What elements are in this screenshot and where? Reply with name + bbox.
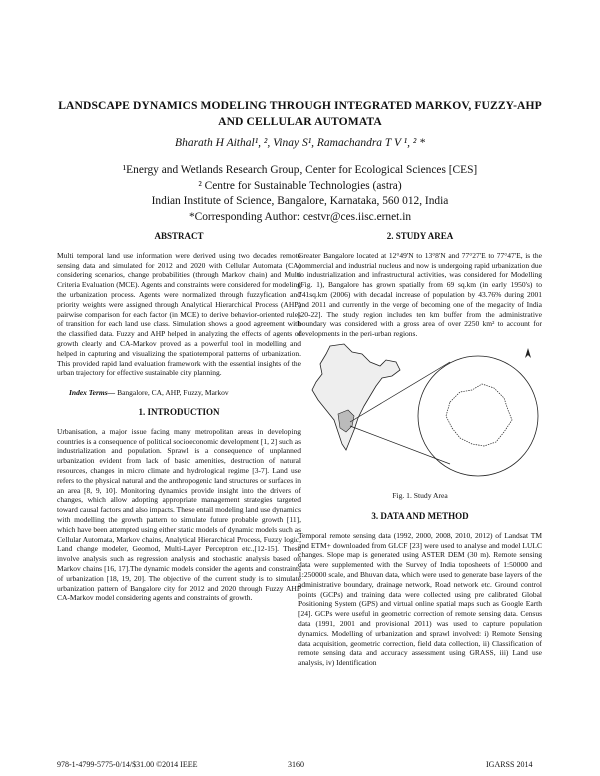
introduction-heading: 1. INTRODUCTION (138, 406, 220, 417)
bangalore-boundary (446, 384, 512, 446)
abstract-heading: ABSTRACT (154, 231, 204, 241)
north-arrow (525, 348, 531, 358)
paper-title (40, 98, 560, 130)
title-line-1: LANDSCAPE DYNAMICS MODELING THROUGH INTEGRATED MARKOV, FUZZY-AHP (58, 99, 542, 112)
data-method-heading: 3. DATA AND METHOD (371, 511, 469, 521)
study-area-map (300, 340, 540, 485)
affiliation-1: ¹Energy and Wetlands Research Group, Center for Ecological Sciences [CES] (122, 164, 478, 176)
right-column (298, 232, 542, 339)
footer-page-number: 3160 (288, 760, 304, 769)
data-method-text: Temporal remote sensing data (1992, 2000, 2008, 2010, 2012) of Landsat TM and ETM+ downloaded from GLCF [23] were used to analyse and model LULC changes. Slope map is generated using ASTER DEM (30 m). Remote sensing data were supplemented with the Survey of India toposheets of 1:50000 and 1:250000 scale, and Bhuvan data, which were used to generate base layers of the administrative boundary, drainage network, Road network etc. Ground control points (GCPs) and training data were collected using pre calibrated Global Positioning System (GPS) and virtual online spatial maps such as Google Earth [24]. GCPs were useful in geometric correction of remote sensing data. Census data (1991, 2001 and provisional 2011) was used to capture population dynamics. Modelling of urbanization and sprawl involved: i) Remote Sensing data acquisition, geometric correction, field data collection, ii) Classification of remote sensing data and accuracy assessment using GRASS, iii) Land use analysis, iv) Identification (298, 530, 542, 668)
footer-copyright: 978-1-4799-5775-0/14/$31.00 ©2014 IEEE (57, 760, 198, 769)
study-area-heading: 2. STUDY AREA (386, 231, 454, 241)
index-terms-label: Index Terms— (69, 388, 116, 398)
figure-caption: Fig. 1. Study Area (392, 491, 448, 500)
abstract-text: Multi temporal land use information were derived using two decades remote sensing data and simulated for 2012 and 2020 with Cellular Automata (CA) considering scenarios, change probabilities (through Markov chain) and Multi Criteria Evaluation (MCE). Agents and constraints were considered for modeling the urbanization process. Agents were normalized through fuzzyfication and priority weights were assigned through Analytical Hierarchical Process (AHP) pairwise comparison for each factor (in MCE) to derive behavior-oriented rules of transition for each land use class. Simulation shows a good agreement with the classified data. Fuzzy and AHP helped in analyzing the effects of agents of growth clearly and CA-Markov proved as a powerful tool in modelling and helped in capturing and visualizing the spatiotemporal patterns of urbanization. This provided rapid land evaluation framework with the essential insights of the urban trajectory for effective sustainable city planning. (57, 250, 301, 378)
index-terms (57, 388, 301, 398)
authors: Bharath H Aithal¹, ², Vinay S¹, Ramachandra T V ¹, ² * (175, 137, 425, 149)
buffer-circle (418, 356, 538, 476)
affiliation-2: ² Centre for Sustainable Technologies (astra) (198, 179, 402, 192)
data-method-section (298, 512, 542, 668)
introduction-text: Urbanisation, a major issue facing many metropolitan areas in developing countries is a consequence of political socioeconomic development [1, 2] such as industrialization and population. Sprawl is a consequence of unplanned urbanization evident from lack of basic amenities, destruction of natural resources, changes in micro climate and hydrological regime [3-7]. Land use refers to the physical natural and the anthropogenic land structures or surfaces in an area [8, 9, 10]. Monitoring dynamics provide insight into the drivers of changes, which allow adopting appropriate management strategies targeted toward causal factors and also impacts. These entail modeling land use dynamics with modelling the growth pattern to simulate future probable growth [11], which have been attempted using either static models of dynamic models such as Cellular Automata, Markov chains, Analytical Hierarchical Process, Fuzzy logic, Land change modeler, Geomod, Multi-Layer Perceptron etc.,[12-15]. These involve analysis such as regression analysis and stochastic analysis based on Markov chains [16, 17].The dynamic models consider the agents and constraints of urbanization [18, 19, 20]. The objective of the current study is to simulate urbanization pattern of Bangalore city for 2012 and 2020 through Fuzzy AHP CA-Markov model considering agents and constraints of growth. (57, 426, 301, 603)
affiliations (40, 163, 560, 225)
footer-conference: IGARSS 2014 (486, 760, 533, 769)
corresponding-author: *Corresponding Author: cestvr@ces.iisc.ernet.in (188, 210, 412, 223)
title-line-2: AND CELLULAR AUTOMATA (218, 115, 382, 128)
study-area-text: Greater Bangalore located at 12°49'N to 13°8'N and 77°27'E to 77°47'E, is the commercial and industrial nucleus and now is undergoing rapid urbanization due to industrialization and infrastructural activities, was considered for Modelling (Fig. 1), Bangalore has grown spatially from 69 sq.km (in early 1950's) to 741sq.km (2006) with decadal increase of population by 43.76% during 2001 and 2011 and currently in the verge of becoming one of the megacity of India [20-22]. The study region includes ten km buffer from the administrative boundary was considered with a gross area of over 2250 km² to account for developments in the peri-urban regions. (298, 250, 542, 339)
left-column (57, 232, 301, 603)
affiliation-3: Indian Institute of Science, Bangalore, Karnataka, 560 012, India (151, 195, 449, 207)
india-outline (312, 344, 400, 450)
index-terms-text: Bangalore, CA, AHP, Fuzzy, Markov (115, 388, 229, 398)
